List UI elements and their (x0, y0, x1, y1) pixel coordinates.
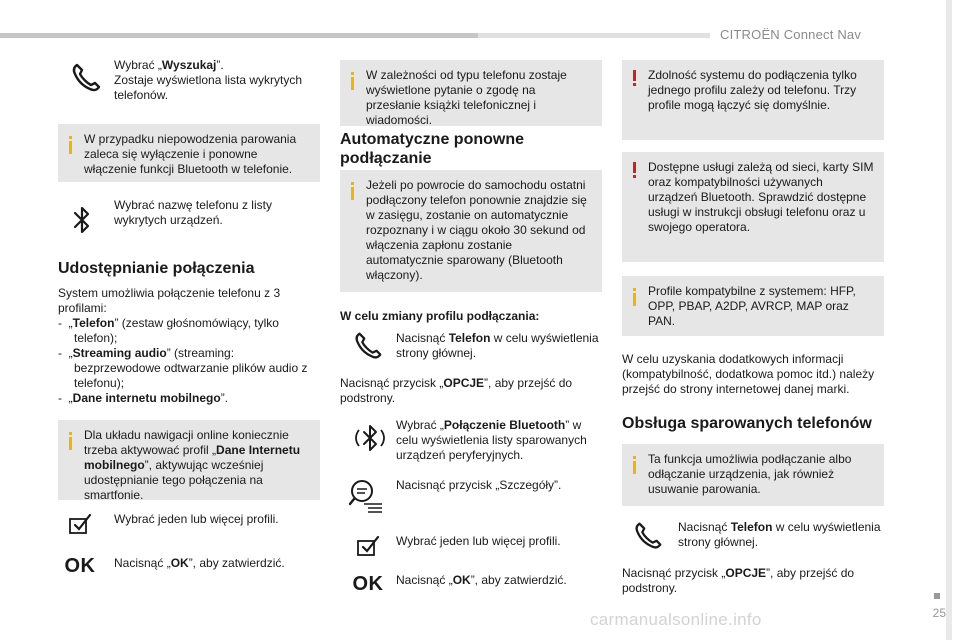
note-phone-prompt: W zależności od typu telefonu zostaje wyświetlone pytanie o zgodę na przesłanie książki telefonicznej i wiadomości. (340, 60, 602, 126)
sharing-intro: System umożliwia połączenie telefonu z 3 profilami: - „Telefon” (zestaw głośnomówiący, tylko telefon); - „Streaming audio” (streaming: bezprzewodowe odtwarzanie plików audio z telefonu); - „Dane internetu mobilnego”. (58, 286, 320, 406)
step-select-phone-text: Wybrać nazwę telefonu z listy wykrytych urządzeń. (114, 198, 272, 227)
note-paired: Ta funkcja umożliwia podłączanie albo odłączanie urządzenia, jak również usuwanie parowania. (622, 444, 884, 506)
details-magnifier-icon (346, 476, 386, 516)
side-tab (946, 0, 952, 640)
heading-sharing: Udostępnianie połączenia (58, 260, 255, 277)
watermark: carmanualsonline.info (590, 610, 762, 629)
note-compatible-profiles: Profile kompatybilne z systemem: HFP, OPP, PBAP, A2DP, AVRCP, MAP oraz PAN. (622, 276, 884, 336)
info-icon (631, 288, 638, 306)
change-profile-label: W celu zmiany profilu podłączania: (340, 309, 540, 323)
step-ok-text: Nacisnąć „OK”, aby zatwierdzić. (114, 556, 285, 570)
step-telefon-text: Nacisnąć Telefon w celu wyświetlenia strony głównej. (396, 331, 599, 360)
info-icon (349, 72, 356, 90)
phone-handset-icon (628, 516, 668, 556)
search-label: Wyszukaj (161, 58, 217, 72)
step-profiles-text: Wybrać jeden lub więcej profili. (396, 534, 561, 548)
note-reconnect: Jeżeli po powrocie do samochodu ostatni podłączony telefon ponownie znajdzie się w zasięgu, zostanie on automatycznie rozpoznany i w ciągu około 30 sekund od włączenia zapłonu zostanie automatycznie sparowany (Bluetooth włączony). (340, 170, 602, 292)
page-marker (934, 593, 940, 599)
heading-reconnect: Automatyczne ponowne podłączanie (340, 131, 525, 167)
phone-handset-icon (348, 326, 388, 366)
press-opcje-text: Nacisnąć przycisk „OPCJE”, aby przejść do podstrony. (340, 376, 573, 405)
warning-icon (631, 70, 638, 86)
profile-item: - „Streaming audio” (streaming: bezprzewodowe odtwarzanie plików audio z telefonu); (58, 346, 308, 390)
info-icon (631, 456, 638, 474)
info-icon (67, 432, 74, 450)
warn-services: Dostępne usługi zależą od sieci, karty SIM oraz kompatybilności używanych urządzeń Bluetooth. Sprawdzić dostępne usługi w instrukcji obsługi telefonu oraz u swojego operatora. (622, 152, 884, 262)
step-bt-connection-text: Wybrać „Połączenie Bluetooth” w celu wyświetlenia listy sparowanych urządzeń peryferyjnych. (396, 418, 587, 462)
info-icon (349, 182, 356, 200)
profile-item: - „Dane internetu mobilnego”. (58, 391, 229, 405)
header-rule (0, 33, 478, 38)
ok-icon: OK (352, 572, 384, 595)
warning-icon (631, 162, 638, 178)
step-telefon-text: Nacisnąć Telefon w celu wyświetlenia strony głównej. (678, 520, 881, 549)
step-profiles-text: Wybrać jeden lub więcej profili. (114, 512, 279, 526)
note-pairing-fail: W przypadku niepowodzenia parowania zaleca się wyłączenie i ponowne włączenie funkcji Bluetooth w telefonie. (58, 124, 320, 182)
header-rule-light (478, 33, 710, 38)
step-details-text: Nacisnąć przycisk „Szczegóły”. (396, 478, 562, 492)
profile-item: - „Telefon” (zestaw głośnomówiący, tylko telefon); (58, 316, 279, 345)
step-search-text: Wybrać „Wyszukaj”. Zostaje wyświetlona lista wykrytych telefonów. (114, 58, 303, 102)
phone-handset-icon (66, 58, 106, 98)
bluetooth-icon (62, 200, 102, 240)
warn-one-profile: Zdolność systemu do podłączenia tylko jednego profilu zależy od telefonu. Trzy profile mogą łączyć się domyślnie. (622, 60, 884, 140)
brand-title: CITROËN Connect Nav (720, 27, 862, 42)
bluetooth-connection-icon (350, 418, 390, 458)
note-online-nav: Dla układu nawigacji online koniecznie trzeba aktywować profil „Dane Internetu mobilnego”, aktywując wcześniej udostępnianie tego połączenia na smartfonie. (58, 420, 320, 500)
press-opcje-text: Nacisnąć przycisk „OPCJE”, aby przejść do podstrony. (622, 566, 855, 595)
checkbox-icon (60, 504, 100, 544)
checkbox-icon (348, 526, 388, 566)
ok-icon: OK (64, 554, 96, 577)
page-number: 25 (932, 606, 946, 620)
info-icon (67, 136, 74, 154)
step-ok-text: Nacisnąć „OK”, aby zatwierdzić. (396, 573, 567, 587)
more-info-text: W celu uzyskania dodatkowych informacji (kompatybilność, dodatkowa pomoc itd.) należy przejść do strony internetowej danej marki. (622, 352, 875, 396)
heading-paired-phones: Obsługa sparowanych telefonów (622, 415, 872, 432)
